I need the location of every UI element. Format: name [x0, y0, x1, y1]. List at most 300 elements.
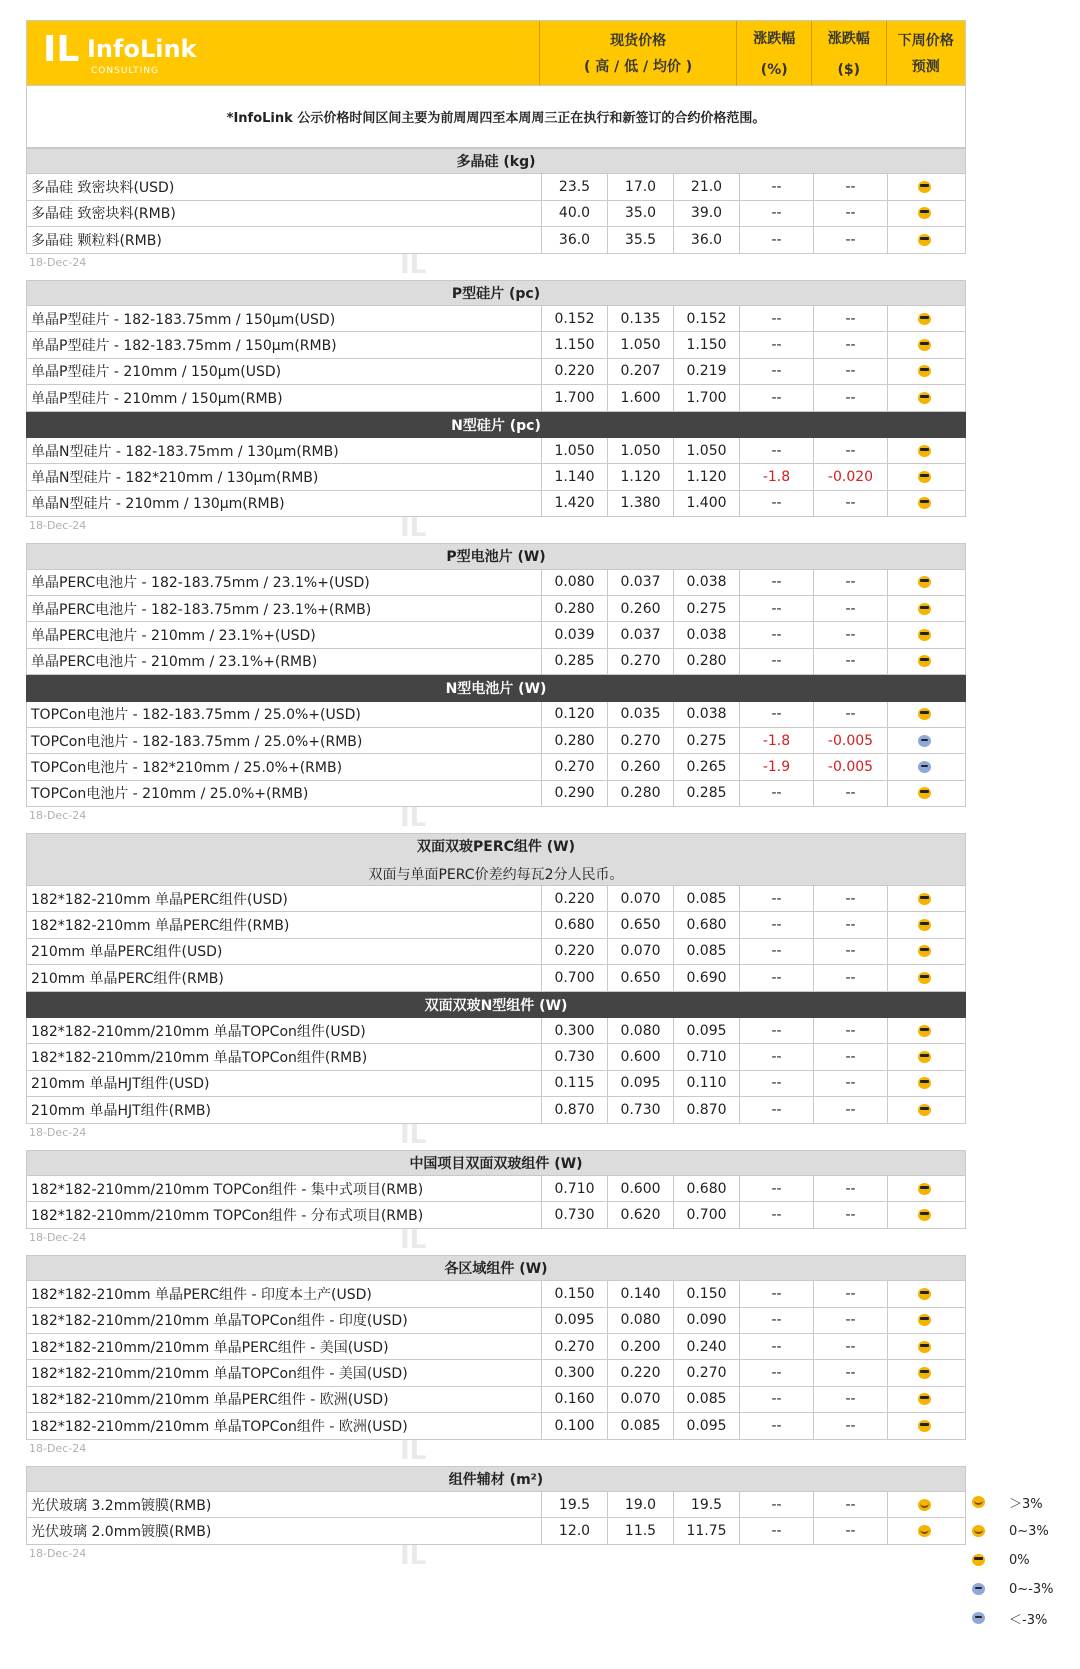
product-name: 210mm 单晶PERC组件(USD) — [27, 939, 542, 964]
neutral-face-icon — [918, 1104, 931, 1116]
change-usd: -- — [814, 1387, 888, 1412]
change-usd: -- — [814, 622, 888, 647]
price-low: 0.730 — [608, 1097, 674, 1122]
product-name: 单晶PERC电池片 - 182-183.75mm / 23.1%+(RMB) — [27, 596, 542, 621]
notice-text: *InfoLink 公示价格时间区间主要为前周周四至本周周三正在执行和新签订的合约价格范围。 — [26, 86, 966, 148]
forecast-cell — [888, 1071, 961, 1096]
price-avg: 0.265 — [674, 754, 740, 779]
change-pct: -- — [740, 491, 814, 516]
neutral-face-icon — [918, 365, 931, 377]
change-usd: -- — [814, 227, 888, 252]
price-avg: 21.0 — [674, 174, 740, 199]
price-high: 19.5 — [542, 1492, 608, 1517]
price-avg: 0.285 — [674, 781, 740, 806]
table-row — [26, 438, 966, 464]
price-avg: 0.275 — [674, 728, 740, 753]
price-high: 0.270 — [542, 754, 608, 779]
change-usd: -- — [814, 1360, 888, 1385]
product-name: TOPCon电池片 - 210mm / 25.0%+(RMB) — [27, 781, 542, 806]
section-title-line1: 双面双玻PERC组件 (W) — [417, 838, 575, 855]
table-row — [26, 174, 966, 200]
neutral-face-icon — [918, 445, 931, 457]
change-usd: -- — [814, 174, 888, 199]
table-row — [26, 570, 966, 596]
neutral-face-icon — [918, 576, 931, 588]
change-pct: -- — [740, 438, 814, 463]
date-stamp: 18-Dec-24 — [29, 1125, 87, 1139]
change-usd: -- — [814, 1097, 888, 1122]
forecast-cell — [888, 754, 961, 779]
forecast-cell — [888, 596, 961, 621]
price-avg: 0.870 — [674, 1097, 740, 1122]
change-usd: -- — [814, 886, 888, 911]
price-avg: 0.150 — [674, 1281, 740, 1306]
header-spot-price-line2: ( 高 / 低 / 均价 ) — [583, 59, 693, 75]
legend-label: 0% — [1009, 1552, 1030, 1568]
product-name: 182*182-210mm/210mm 单晶PERC组件 - 美国(USD) — [27, 1334, 542, 1359]
product-name: 多晶硅 致密块料(USD) — [27, 174, 542, 199]
price-avg: 0.095 — [674, 1413, 740, 1438]
change-usd: -- — [814, 491, 888, 516]
price-avg: 36.0 — [674, 227, 740, 252]
price-high: 36.0 — [542, 227, 608, 252]
product-name: 182*182-210mm 单晶PERC组件 - 印度本土产(USD) — [27, 1281, 542, 1306]
product-name: TOPCon电池片 - 182-183.75mm / 25.0%+(RMB) — [27, 728, 542, 753]
date-stamp: 18-Dec-24 — [29, 1230, 87, 1244]
price-avg: 11.75 — [674, 1518, 740, 1543]
neutral-face-icon — [918, 1314, 931, 1326]
smile-face-icon — [918, 1499, 931, 1511]
product-name: 单晶PERC电池片 - 210mm / 23.1%+(USD) — [27, 622, 542, 647]
neutral-face-icon — [918, 893, 931, 905]
table-row — [26, 596, 966, 622]
date-stamp: 18-Dec-24 — [29, 519, 87, 533]
section-title: N型硅片 (pc) — [26, 412, 966, 438]
forecast-cell — [888, 1492, 961, 1517]
change-pct: -- — [740, 385, 814, 410]
price-high: 1.140 — [542, 464, 608, 489]
watermark-logo: IL — [400, 1540, 427, 1571]
header-change-usd-line2: ($) — [837, 62, 861, 78]
change-usd: -- — [814, 359, 888, 384]
forecast-cell — [888, 781, 961, 806]
price-high: 0.160 — [542, 1387, 608, 1412]
change-usd: -- — [814, 1018, 888, 1043]
neutral-face-icon — [918, 1341, 931, 1353]
forecast-cell — [888, 886, 961, 911]
section-title: N型电池片 (W) — [26, 675, 966, 701]
neutral-face-icon — [918, 655, 931, 667]
forecast-cell — [888, 201, 961, 226]
price-avg: 0.085 — [674, 886, 740, 911]
forecast-cell — [888, 1176, 961, 1201]
sad-face-icon — [918, 761, 931, 773]
neutral-face-icon — [918, 603, 931, 615]
price-low: 0.140 — [608, 1281, 674, 1306]
change-usd: -- — [814, 1518, 888, 1543]
product-name: TOPCon电池片 - 182-183.75mm / 25.0%+(USD) — [27, 702, 542, 727]
price-avg: 0.710 — [674, 1044, 740, 1069]
change-pct: -- — [740, 1097, 814, 1122]
watermark-logo: IL — [400, 803, 427, 834]
price-high: 0.039 — [542, 622, 608, 647]
price-low: 19.0 — [608, 1492, 674, 1517]
table-row — [26, 649, 966, 675]
table-row — [26, 491, 966, 517]
price-avg: 0.275 — [674, 596, 740, 621]
price-low: 35.0 — [608, 201, 674, 226]
price-low: 0.070 — [608, 886, 674, 911]
table-row — [26, 622, 966, 648]
legend-label: ＜-3% — [1009, 1612, 1048, 1628]
date-stamp: 18-Dec-24 — [29, 1546, 87, 1560]
table-header — [26, 20, 966, 86]
forecast-cell — [888, 728, 961, 753]
change-pct: -- — [740, 1413, 814, 1438]
forecast-cell — [888, 1308, 961, 1333]
price-low: 17.0 — [608, 174, 674, 199]
header-forecast — [887, 21, 966, 85]
price-high: 23.5 — [542, 174, 608, 199]
price-low: 1.380 — [608, 491, 674, 516]
change-pct: -- — [740, 201, 814, 226]
section-title: 多晶硅 (kg) — [26, 148, 966, 174]
change-usd: -- — [814, 1308, 888, 1333]
price-high: 0.100 — [542, 1413, 608, 1438]
change-pct: -- — [740, 1202, 814, 1227]
product-name: 光伏玻璃 3.2mm镀膜(RMB) — [27, 1492, 542, 1517]
price-high: 1.700 — [542, 385, 608, 410]
header-forecast-line1: 下周价格 — [897, 33, 954, 49]
price-high: 0.220 — [542, 939, 608, 964]
change-pct: -- — [740, 306, 814, 331]
change-usd: -- — [814, 1334, 888, 1359]
change-pct: -1.9 — [740, 754, 814, 779]
price-avg: 0.680 — [674, 1176, 740, 1201]
change-pct: -- — [740, 965, 814, 990]
forecast-cell — [888, 1518, 961, 1543]
price-high: 0.710 — [542, 1176, 608, 1201]
table-row — [26, 1071, 966, 1097]
section-title: P型电池片 (W) — [26, 543, 966, 569]
forecast-cell — [888, 227, 961, 252]
neutral-face-icon — [918, 234, 931, 246]
price-high: 0.220 — [542, 886, 608, 911]
price-low: 0.035 — [608, 702, 674, 727]
change-usd: -- — [814, 385, 888, 410]
price-high: 0.290 — [542, 781, 608, 806]
product-name: 182*182-210mm/210mm 单晶TOPCon组件(RMB) — [27, 1044, 542, 1069]
price-high: 0.285 — [542, 649, 608, 674]
product-name: 单晶P型硅片 - 182-183.75mm / 150μm(RMB) — [27, 332, 542, 357]
product-name: 210mm 单晶HJT组件(RMB) — [27, 1097, 542, 1122]
price-low: 0.260 — [608, 754, 674, 779]
price-high: 0.730 — [542, 1202, 608, 1227]
table-row — [26, 781, 966, 807]
price-avg: 0.240 — [674, 1334, 740, 1359]
sad-face-icon — [918, 735, 931, 747]
price-low: 0.070 — [608, 1387, 674, 1412]
change-pct: -- — [740, 359, 814, 384]
price-high: 0.152 — [542, 306, 608, 331]
change-usd: -- — [814, 1071, 888, 1096]
change-pct: -- — [740, 570, 814, 595]
price-avg: 0.700 — [674, 1202, 740, 1227]
change-pct: -- — [740, 1281, 814, 1306]
price-low: 0.270 — [608, 649, 674, 674]
neutral-face-icon — [918, 629, 931, 641]
product-name: 182*182-210mm/210mm 单晶TOPCon组件(USD) — [27, 1018, 542, 1043]
change-usd: -0.005 — [814, 728, 888, 753]
price-low: 0.650 — [608, 912, 674, 937]
change-pct: -- — [740, 1044, 814, 1069]
neutral-face-icon — [918, 919, 931, 931]
price-avg: 0.085 — [674, 1387, 740, 1412]
price-avg: 0.152 — [674, 306, 740, 331]
price-avg: 0.038 — [674, 622, 740, 647]
watermark-logo: IL — [400, 1435, 427, 1466]
change-pct: -- — [740, 622, 814, 647]
forecast-cell — [888, 1018, 961, 1043]
neutral-face-icon — [918, 181, 931, 193]
product-name: 210mm 单晶HJT组件(USD) — [27, 1071, 542, 1096]
forecast-cell — [888, 1334, 961, 1359]
change-usd: -- — [814, 1281, 888, 1306]
forecast-cell — [888, 622, 961, 647]
price-low: 0.070 — [608, 939, 674, 964]
change-pct: -- — [740, 702, 814, 727]
change-usd: -- — [814, 1413, 888, 1438]
forecast-cell — [888, 912, 961, 937]
change-usd: -- — [814, 781, 888, 806]
legend-label: 0~-3% — [1009, 1581, 1054, 1597]
product-name: 182*182-210mm/210mm 单晶TOPCon组件 - 美国(USD) — [27, 1360, 542, 1385]
table-row — [26, 754, 966, 780]
price-high: 0.115 — [542, 1071, 608, 1096]
price-low: 0.085 — [608, 1413, 674, 1438]
price-low: 11.5 — [608, 1518, 674, 1543]
forecast-cell — [888, 359, 961, 384]
watermark-logo: IL — [400, 249, 427, 280]
header-change-pct — [737, 21, 812, 85]
table-row — [26, 1413, 966, 1439]
price-high: 0.095 — [542, 1308, 608, 1333]
smile-face-icon — [918, 1525, 931, 1537]
change-pct: -- — [740, 1334, 814, 1359]
table-row — [26, 1360, 966, 1386]
sad-face-icon — [972, 1612, 985, 1624]
product-name: 182*182-210mm/210mm 单晶TOPCon组件 - 印度(USD) — [27, 1308, 542, 1333]
legend-item — [972, 1517, 1076, 1545]
price-high: 0.280 — [542, 728, 608, 753]
price-low: 0.200 — [608, 1334, 674, 1359]
forecast-cell — [888, 1097, 961, 1122]
change-pct: -- — [740, 781, 814, 806]
table-row — [26, 1334, 966, 1360]
forecast-cell — [888, 464, 961, 489]
price-low: 0.600 — [608, 1044, 674, 1069]
forecast-cell — [888, 306, 961, 331]
change-pct: -- — [740, 1360, 814, 1385]
price-high: 0.300 — [542, 1018, 608, 1043]
product-name: 单晶P型硅片 - 182-183.75mm / 150μm(USD) — [27, 306, 542, 331]
price-low: 0.600 — [608, 1176, 674, 1201]
change-usd: -- — [814, 1202, 888, 1227]
change-pct: -- — [740, 1018, 814, 1043]
product-name: 182*182-210mm 单晶PERC组件(RMB) — [27, 912, 542, 937]
price-low: 0.207 — [608, 359, 674, 384]
product-name: 210mm 单晶PERC组件(RMB) — [27, 965, 542, 990]
price-avg: 0.090 — [674, 1308, 740, 1333]
price-low: 1.050 — [608, 332, 674, 357]
section-title — [26, 833, 966, 886]
change-usd: -- — [814, 1044, 888, 1069]
price-low: 0.620 — [608, 1202, 674, 1227]
table-row — [26, 1176, 966, 1202]
change-usd: -0.020 — [814, 464, 888, 489]
neutral-face-icon — [918, 339, 931, 351]
price-avg: 1.700 — [674, 385, 740, 410]
product-name: TOPCon电池片 - 182*210mm / 25.0%+(RMB) — [27, 754, 542, 779]
price-avg: 0.110 — [674, 1071, 740, 1096]
logo-mark: IL — [43, 29, 80, 70]
smile-face-icon — [972, 1496, 985, 1508]
product-name: 多晶硅 致密块料(RMB) — [27, 201, 542, 226]
price-high: 0.080 — [542, 570, 608, 595]
date-stamp: 18-Dec-24 — [29, 1441, 87, 1455]
price-high: 0.280 — [542, 596, 608, 621]
price-low: 0.037 — [608, 570, 674, 595]
price-high: 1.050 — [542, 438, 608, 463]
product-name: 182*182-210mm/210mm 单晶PERC组件 - 欧洲(USD) — [27, 1387, 542, 1412]
table-row — [26, 359, 966, 385]
table-row — [26, 1518, 966, 1544]
change-pct: -- — [740, 1176, 814, 1201]
table-row — [26, 1492, 966, 1518]
section-note: 双面与单面PERC价差约每瓦2分人民币。 — [368, 866, 624, 883]
neutral-face-icon — [918, 1051, 931, 1063]
watermark-logo: IL — [400, 1119, 427, 1150]
neutral-face-icon — [918, 972, 931, 984]
change-pct: -- — [740, 939, 814, 964]
product-name: 单晶P型硅片 - 210mm / 150μm(USD) — [27, 359, 542, 384]
legend-label: ＞3% — [1009, 1496, 1043, 1512]
price-low: 0.037 — [608, 622, 674, 647]
change-pct: -- — [740, 227, 814, 252]
price-avg: 0.270 — [674, 1360, 740, 1385]
section-title: 中国项目双面双玻组件 (W) — [26, 1150, 966, 1176]
neutral-face-icon — [918, 207, 931, 219]
price-avg: 0.038 — [674, 702, 740, 727]
change-usd: -- — [814, 1492, 888, 1517]
price-avg: 1.050 — [674, 438, 740, 463]
product-name: 182*182-210mm 单晶PERC组件(USD) — [27, 886, 542, 911]
change-usd: -0.005 — [814, 754, 888, 779]
neutral-face-icon — [918, 787, 931, 799]
price-high: 0.300 — [542, 1360, 608, 1385]
price-avg: 0.680 — [674, 912, 740, 937]
price-low: 0.280 — [608, 781, 674, 806]
change-usd: -- — [814, 570, 888, 595]
neutral-face-icon — [918, 945, 931, 957]
product-name: 单晶N型硅片 - 182*210mm / 130μm(RMB) — [27, 464, 542, 489]
price-high: 0.150 — [542, 1281, 608, 1306]
forecast-cell — [888, 965, 961, 990]
neutral-face-icon — [918, 1367, 931, 1379]
change-usd: -- — [814, 306, 888, 331]
price-low: 0.270 — [608, 728, 674, 753]
change-usd: -- — [814, 939, 888, 964]
neutral-face-icon — [918, 497, 931, 509]
price-avg: 1.120 — [674, 464, 740, 489]
change-usd: -- — [814, 965, 888, 990]
price-avg: 1.150 — [674, 332, 740, 357]
header-change-usd-line1: 涨跌幅 — [827, 31, 870, 47]
forecast-cell — [888, 649, 961, 674]
product-name: 182*182-210mm/210mm TOPCon组件 - 集中式项目(RMB) — [27, 1176, 542, 1201]
price-low: 0.095 — [608, 1071, 674, 1096]
price-avg: 1.400 — [674, 491, 740, 516]
neutral-face-icon — [918, 471, 931, 483]
forecast-cell — [888, 1413, 961, 1438]
smile-face-icon — [972, 1525, 985, 1537]
table-row — [26, 939, 966, 965]
price-avg: 0.085 — [674, 939, 740, 964]
forecast-cell — [888, 570, 961, 595]
price-avg: 0.095 — [674, 1018, 740, 1043]
product-name: 多晶硅 颗粒料(RMB) — [27, 227, 542, 252]
price-avg: 39.0 — [674, 201, 740, 226]
product-name: 182*182-210mm/210mm TOPCon组件 - 分布式项目(RMB) — [27, 1202, 542, 1227]
forecast-cell — [888, 385, 961, 410]
table-row — [26, 227, 966, 253]
change-pct: -- — [740, 1518, 814, 1543]
price-low: 0.650 — [608, 965, 674, 990]
price-high: 0.730 — [542, 1044, 608, 1069]
watermark-logo: IL — [400, 513, 427, 544]
price-high: 1.420 — [542, 491, 608, 516]
change-pct: -- — [740, 649, 814, 674]
forecast-cell — [888, 332, 961, 357]
legend-label: 0~3% — [1009, 1523, 1049, 1539]
change-pct: -- — [740, 886, 814, 911]
table-row — [26, 702, 966, 728]
header-spot-price-line1: 现货价格 — [610, 33, 667, 49]
price-high: 1.150 — [542, 332, 608, 357]
logo-sub: CONSULTING — [91, 66, 160, 76]
table-row — [26, 912, 966, 938]
neutral-face-icon — [918, 1077, 931, 1089]
header-change-pct-line2: (%) — [760, 62, 788, 78]
table-row — [26, 306, 966, 332]
neutral-face-icon — [918, 1025, 931, 1037]
product-name: 单晶N型硅片 - 182-183.75mm / 130μm(RMB) — [27, 438, 542, 463]
table-row — [26, 1202, 966, 1228]
header-forecast-line2: 预测 — [911, 59, 940, 75]
table-row — [26, 886, 966, 912]
change-usd: -- — [814, 596, 888, 621]
sad-face-icon — [972, 1583, 985, 1595]
forecast-cell — [888, 1044, 961, 1069]
change-pct: -- — [740, 174, 814, 199]
change-pct: -1.8 — [740, 464, 814, 489]
header-change-pct-line1: 涨跌幅 — [753, 31, 796, 47]
forecast-cell — [888, 702, 961, 727]
section-title: 双面双玻N型组件 (W) — [26, 992, 966, 1018]
table-row — [26, 385, 966, 411]
price-low: 35.5 — [608, 227, 674, 252]
table-row — [26, 464, 966, 490]
